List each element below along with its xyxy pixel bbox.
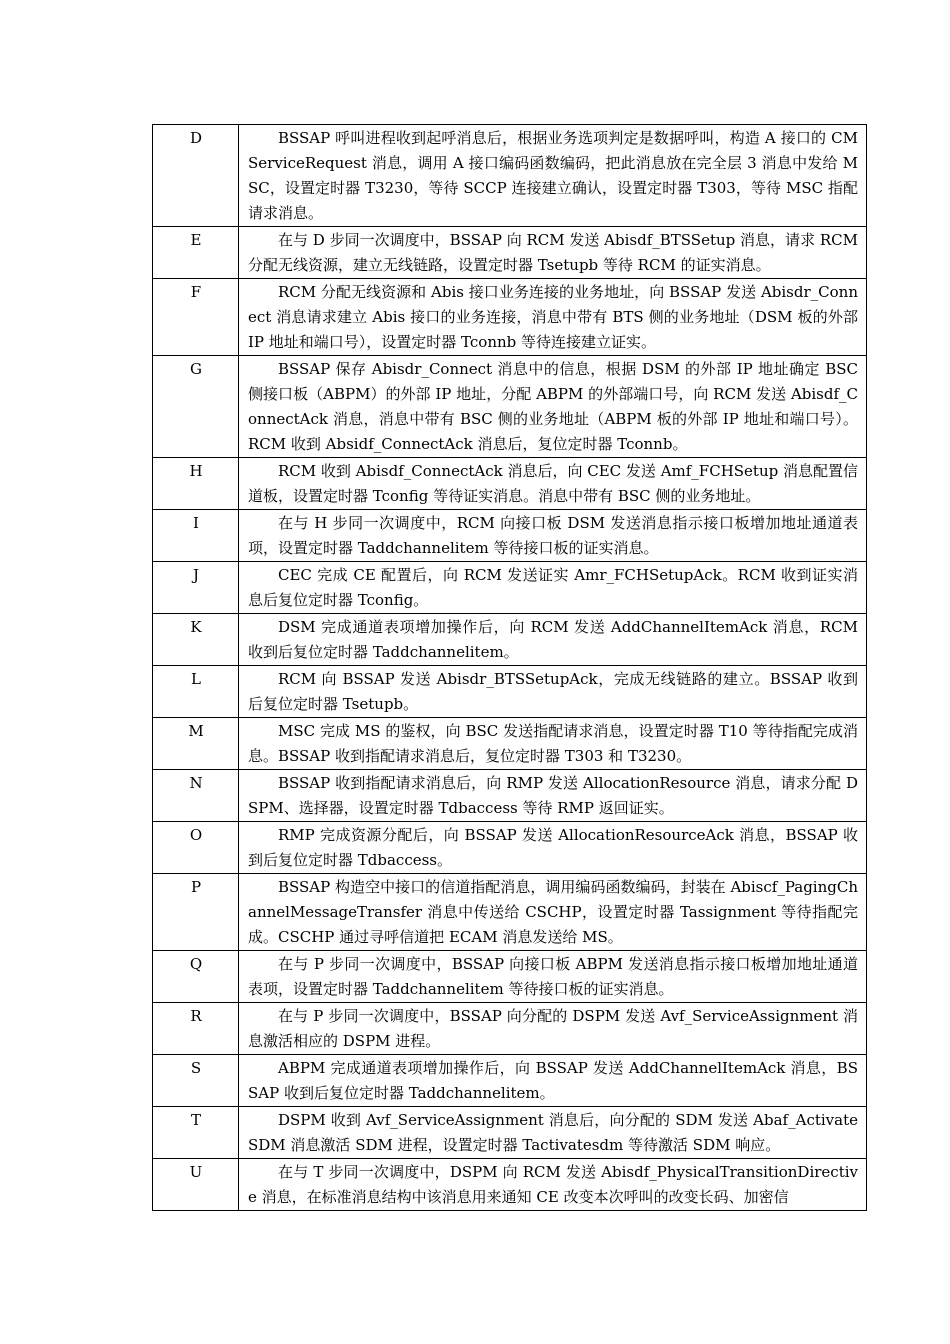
step-description: RCM 收到 Abisdf_ConnectAck 消息后，向 CEC 发送 Amf_FCHSetup 消息配置信道板，设置定时器 Tconfig 等待证实消息。消息中带有 BSC 侧的业务地址。 (239, 458, 867, 510)
step-label: K (153, 614, 239, 666)
step-label: J (153, 562, 239, 614)
table-row (153, 125, 867, 227)
step-description: BSSAP 保存 Abisdr_Connect 消息中的信息，根据 DSM 的外部 IP 地址确定 BSC 侧接口板（ABPM）的外部 IP 地址，分配 ABPM 的外部端口号，向 RCM 发送 Abisdf_ConnectAck 消息，消息中带有 BSC 侧的业务地址（ABPM 板的外部 IP 地址和端口号）。RCM 收到 Absidf_ConnectAck 消息后，复位定时器 Tconnb。 (239, 356, 867, 458)
step-label: P (153, 874, 239, 951)
table-row (153, 562, 867, 614)
step-description: 在与 H 步同一次调度中，RCM 向接口板 DSM 发送消息指示接口板增加地址通道表项，设置定时器 Taddchannelitem 等待接口板的证实消息。 (239, 510, 867, 562)
table-row (153, 1107, 867, 1159)
step-description: 在与 P 步同一次调度中，BSSAP 向分配的 DSPM 发送 Avf_ServiceAssignment 消息激活相应的 DSPM 进程。 (239, 1003, 867, 1055)
step-label: S (153, 1055, 239, 1107)
step-label: N (153, 770, 239, 822)
step-description (239, 1159, 867, 1211)
step-description: RCM 分配无线资源和 Abis 接口业务连接的业务地址，向 BSSAP 发送 Abisdr_Connect 消息请求建立 Abis 接口的业务连接，消息中带有 BTS 侧的业务地址（DSM 板的外部 IP 地址和端口号），设置定时器 Tconnb 等待连接建立证实。 (239, 279, 867, 356)
table-row (153, 666, 867, 718)
step-description: BSSAP 呼叫进程收到起呼消息后，根据业务选项判定是数据呼叫，构造 A 接口的 CMServiceRequest 消息，调用 A 接口编码函数编码，把此消息放在完全层 3 消息中发给 MSC，设置定时器 T3230，等待 SCCP 连接建立确认，设置定时器 T303，等待 MSC 指配请求消息。 (239, 125, 867, 227)
step-label: Q (153, 951, 239, 1003)
step-description: BSSAP 收到指配请求消息后，向 RMP 发送 AllocationResource 消息，请求分配 DSPM、选择器，设置定时器 Tdbaccess 等待 RMP 返回证实。 (239, 770, 867, 822)
step-description: DSM 完成通道表项增加操作后，向 RCM 发送 AddChannelItemAck 消息，RCM 收到后复位定时器 Taddchannelitem。 (239, 614, 867, 666)
table-row (153, 1159, 867, 1211)
table-row (153, 458, 867, 510)
step-description: 在与 P 步同一次调度中，BSSAP 向接口板 ABPM 发送消息指示接口板增加地址通道表项，设置定时器 Taddchannelitem 等待接口板的证实消息。 (239, 951, 867, 1003)
step-label: E (153, 227, 239, 279)
table-row (153, 1003, 867, 1055)
table-row (153, 951, 867, 1003)
step-description: CEC 完成 CE 配置后，向 RCM 发送证实 Amr_FCHSetupAck。RCM 收到证实消息后复位定时器 Tconfig。 (239, 562, 867, 614)
step-description: RMP 完成资源分配后，向 BSSAP 发送 AllocationResourceAck 消息，BSSAP 收到后复位定时器 Tdbaccess。 (239, 822, 867, 874)
step-label: L (153, 666, 239, 718)
step-description-text: 在与 T 步同一次调度中，DSPM 向 RCM 发送 Abisdf_PhysicalTransitionDirective 消息，在标准消息结构中该消息用来通知 CE 改变本次呼叫的改变长码、加密信 (248, 1163, 858, 1206)
step-description: 在与 D 步同一次调度中，BSSAP 向 RCM 发送 Abisdf_BTSSetup 消息，请求 RCM 分配无线资源，建立无线链路，设置定时器 Tsetupb 等待 RCM 的证实消息。 (239, 227, 867, 279)
table-row (153, 356, 867, 458)
step-label: R (153, 1003, 239, 1055)
table-row (153, 279, 867, 356)
step-description: ABPM 完成通道表项增加操作后，向 BSSAP 发送 AddChannelItemAck 消息，BSSAP 收到后复位定时器 Taddchannelitem。 (239, 1055, 867, 1107)
table-row (153, 510, 867, 562)
step-label: H (153, 458, 239, 510)
step-label: D (153, 125, 239, 227)
step-label: O (153, 822, 239, 874)
step-label: F (153, 279, 239, 356)
step-description: BSSAP 构造空中接口的信道指配消息，调用编码函数编码，封装在 Abiscf_PagingChannelMessageTransfer 消息中传送给 CSCHP，设置定时器 Tassignment 等待指配完成。CSCHP 通过寻呼信道把 ECAM 消息发送给 MS。 (239, 874, 867, 951)
step-description: RCM 向 BSSAP 发送 Abisdr_BTSSetupAck，完成无线链路的建立。BSSAP 收到后复位定时器 Tsetupb。 (239, 666, 867, 718)
table-row (153, 614, 867, 666)
table-row (153, 874, 867, 951)
step-label: T (153, 1107, 239, 1159)
step-label: U (153, 1159, 239, 1211)
table-row (153, 1055, 867, 1107)
steps-table-body (153, 125, 867, 1211)
step-label: I (153, 510, 239, 562)
step-description: MSC 完成 MS 的鉴权，向 BSC 发送指配请求消息，设置定时器 T10 等待指配完成消息。BSSAP 收到指配请求消息后，复位定时器 T303 和 T3230。 (239, 718, 867, 770)
table-row (153, 822, 867, 874)
step-description: DSPM 收到 Avf_ServiceAssignment 消息后，向分配的 SDM 发送 Abaf_ActivateSDM 消息激活 SDM 进程，设置定时器 Tactivatesdm 等待激活 SDM 响应。 (239, 1107, 867, 1159)
call-flow-steps-table (152, 124, 867, 1211)
step-label: M (153, 718, 239, 770)
table-row (153, 227, 867, 279)
table-row (153, 718, 867, 770)
table-row (153, 770, 867, 822)
step-label: G (153, 356, 239, 458)
